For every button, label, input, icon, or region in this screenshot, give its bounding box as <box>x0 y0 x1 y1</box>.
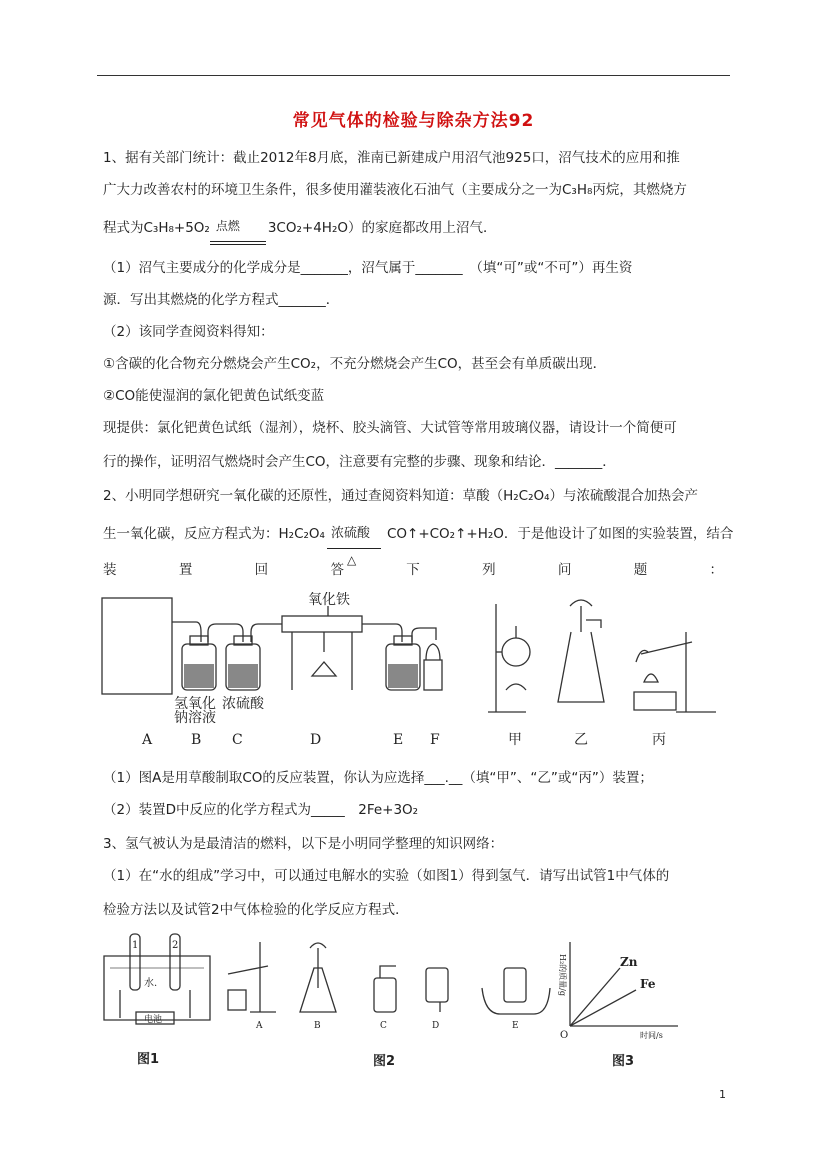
option-yi: 乙 <box>574 732 588 748</box>
q2-sub2: （2）装置D中反应的化学方程式为_____ 2Fe+3O₂ <box>103 802 419 818</box>
condition-text: 点燃 <box>215 219 240 233</box>
condition-bottom: △ <box>346 553 357 567</box>
naoh-label-2: 钠溶液 <box>174 710 216 726</box>
char: 问 <box>557 562 572 578</box>
app-b: B <box>314 1021 321 1031</box>
q1-sub2: （2）该同学查阅资料得知： <box>103 324 274 340</box>
char: 置 <box>178 562 193 578</box>
h2so4-label: 浓硫酸 <box>222 696 264 712</box>
q2-line1: 2、小明同学想研究一氧化碳的还原性，通过查阅资料知道：草酸（H₂C₂O₄）与浓硫酸混合加热会产 <box>103 488 699 504</box>
battery-label: 电池 <box>144 1015 163 1025</box>
char: 下 <box>406 562 420 578</box>
combustion-tube-d <box>282 616 362 632</box>
q2-line3 <box>103 560 723 580</box>
graph-x-label: 时间/s <box>640 1031 663 1040</box>
zn-line <box>570 968 620 1026</box>
q1-equation-right: 3CO₂+4H₂O）的家庭都改用上沼气． <box>267 220 497 236</box>
apparatus-a-box <box>102 598 172 694</box>
q1-task-line1: 现提供：氯化钯黄色试纸（湿剂），烧杯、胶头滴管、大试管等常用玻璃仪器，请设计一个简便可 <box>103 420 677 436</box>
letter-c: C <box>232 732 243 748</box>
letter-d: D <box>310 732 322 748</box>
char: 装 <box>103 562 117 578</box>
q1-line3 <box>103 218 497 238</box>
letter-a: A <box>142 732 153 748</box>
q1-task-line2: 行的操作，证明沼气燃烧时会产生CO，注意要有完整的步骤、现象和结论．_______． <box>103 454 616 470</box>
caption-fig2: 图2 <box>373 1054 396 1069</box>
app-e: E <box>512 1021 519 1031</box>
q1-sub1-line2: 源．写出其燃烧的化学方程式_______． <box>103 292 340 308</box>
q1-equation-left: 程式为C₃H₈+5O₂ <box>103 220 210 236</box>
q2-sub1: （1）图A是用草酸制取CO的反应装置，你认为应选择___.__（填“甲”、“乙”或“丙”）装置； <box>103 770 653 786</box>
app-a: A <box>256 1021 263 1031</box>
series-zn: Zn <box>620 955 638 969</box>
app-c: C <box>380 1021 387 1031</box>
letter-f: F <box>430 732 440 748</box>
liquid-e <box>388 664 418 688</box>
q1-line2: 广大力改善农村的环境卫生条件，很多使用灌装液化石油气（主要成分之一为C₃H₈丙烷，其燃烧方 <box>103 182 687 198</box>
char: ： <box>709 562 723 578</box>
graph-y-label: H₂的质量/g <box>558 954 567 996</box>
vessel-f <box>424 660 442 690</box>
fe-line <box>570 990 636 1026</box>
letter-b: B <box>191 732 202 748</box>
tube-label-2: 2 <box>172 940 179 951</box>
q1-fact2: ②CO能使湿润的氯化钯黄色试纸变蓝 <box>103 388 325 404</box>
page-title: 常见气体的检验与除杂方法92 <box>292 111 535 131</box>
tube-label-1: 1 <box>132 940 139 951</box>
q2-equation-right: CO↑+CO₂↑+H₂O．于是他设计了如图的实验装置，结合 <box>386 526 734 542</box>
graph-origin: O <box>560 1030 569 1041</box>
figure-apparatus-1 <box>96 592 726 752</box>
q3-line1: 3、氢气被认为是最清洁的燃料，以下是小明同学整理的知识网络： <box>103 836 504 852</box>
q1-sub1-line1: （1）沼气主要成分的化学成分是_______，沼气属于_______ （填“可”或“不可”）再生资 <box>103 260 633 276</box>
page-number: 1 <box>719 1088 726 1101</box>
char: 题 <box>633 562 648 578</box>
char: 答 <box>330 562 344 578</box>
app-d: D <box>432 1021 440 1031</box>
option-bing: 丙 <box>652 732 666 748</box>
water-label: 水. <box>144 978 158 989</box>
liquid-b <box>184 664 214 688</box>
liquid-c <box>228 664 258 688</box>
letter-e: E <box>393 732 404 748</box>
caption-fig1: 图1 <box>137 1052 160 1067</box>
option-jia: 甲 <box>508 732 522 748</box>
series-fe: Fe <box>640 977 656 991</box>
figure-row-2 <box>100 928 700 1042</box>
caption-fig3: 图3 <box>612 1054 635 1069</box>
char: 回 <box>254 562 269 578</box>
q1-line1: 1、据有关部门统计：截止2012年8月底，淮南已新建成户用沼气池925口，沼气技术的应用和推 <box>103 150 680 166</box>
naoh-label-1: 氢氧化 <box>174 696 216 712</box>
char: 列 <box>482 562 496 578</box>
q2-equation-left: 生一氧化碳，反应方程式为：H₂C₂O₄ <box>103 526 325 542</box>
q3-sub1-line2: 检验方法以及试管2中气体检验的化学反应方程式． <box>103 902 409 918</box>
iron-oxide-label: 氧化铁 <box>308 592 350 608</box>
header-rule <box>97 75 730 76</box>
condition-top: 浓硫酸 <box>330 526 370 541</box>
q3-sub1-line1: （1）在“水的组成”学习中，可以通过电解水的实验（如图1）得到氢气．请写出试管1中气体的 <box>103 868 670 884</box>
q2-line2 <box>103 524 734 567</box>
q1-fact1: ①含碳的化合物充分燃烧会产生CO₂，不充分燃烧会产生CO，甚至会有单质碳出现． <box>103 356 607 372</box>
